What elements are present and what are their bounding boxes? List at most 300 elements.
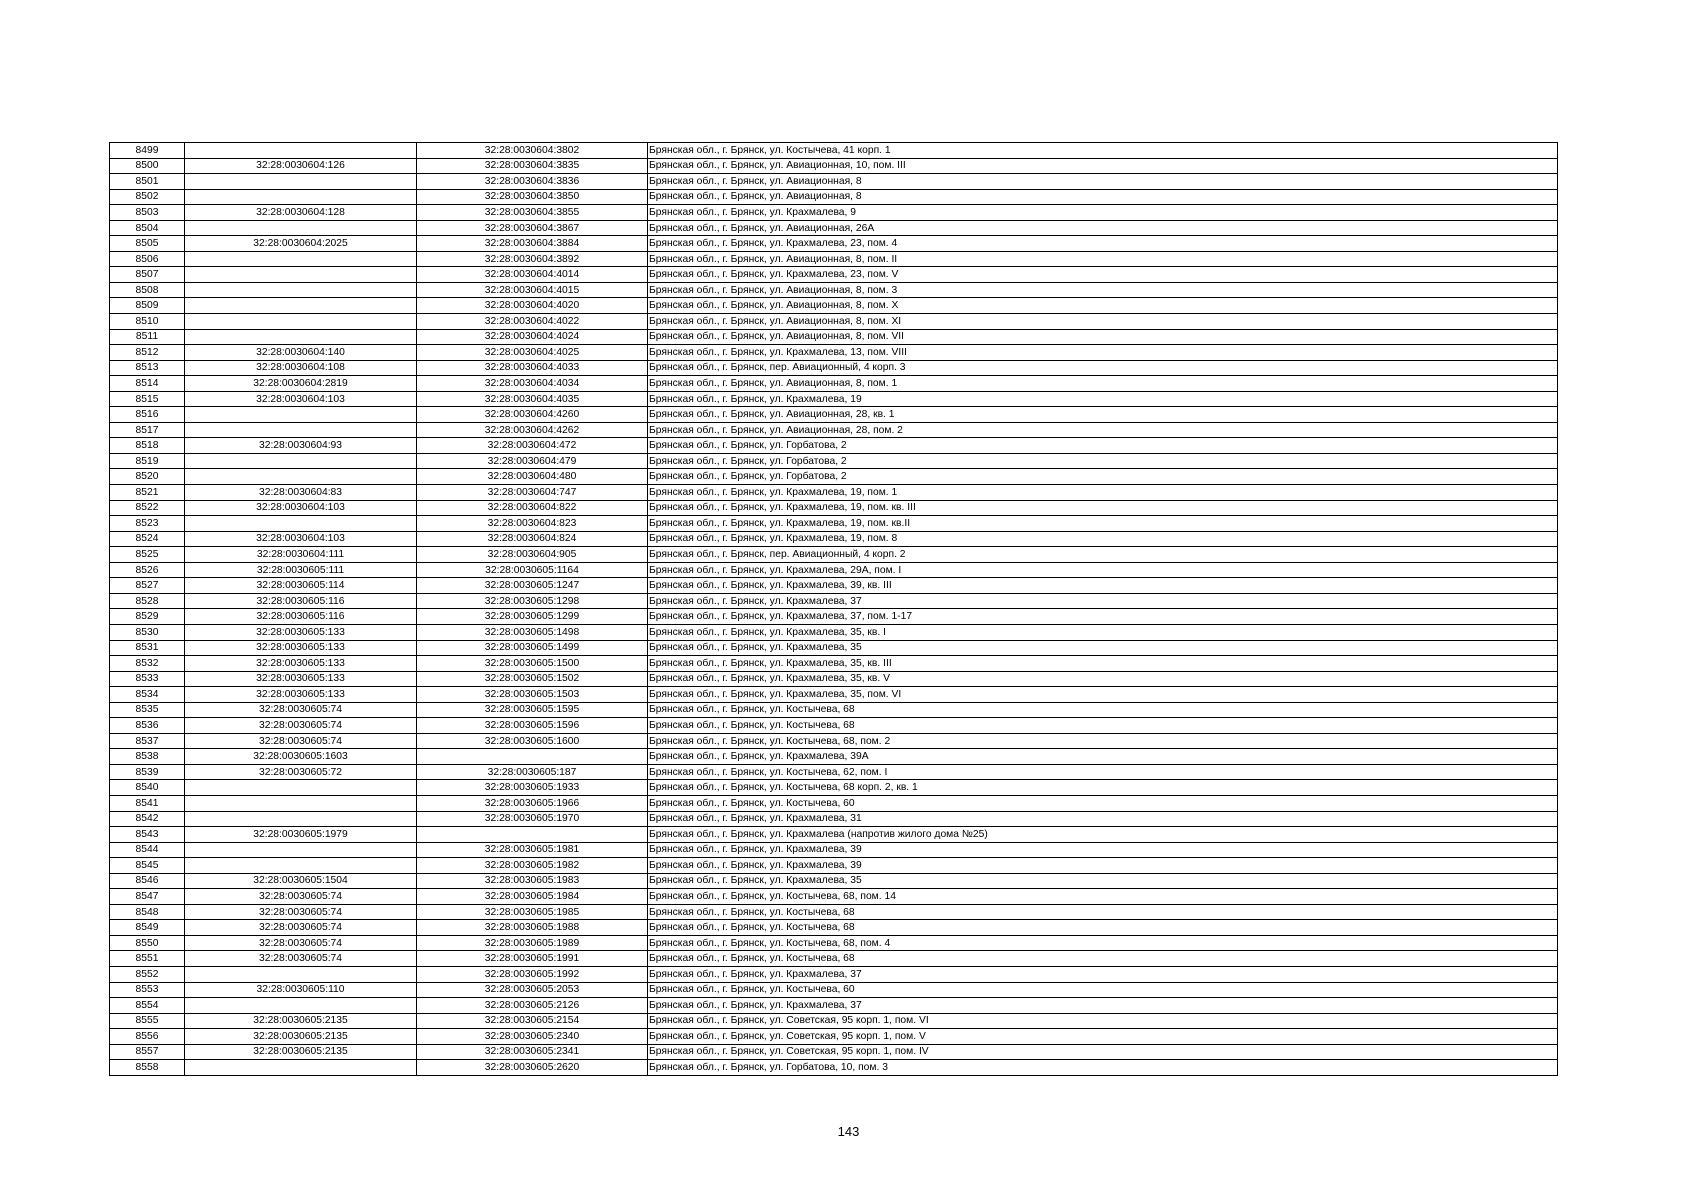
address-cell: Брянская обл., г. Брянск, ул. Авиационная, 8, пом. XI bbox=[648, 314, 1558, 330]
parent-cadastral-number-cell bbox=[185, 329, 417, 345]
address-cell: Брянская обл., г. Брянск, ул. Крахмалева, 23, пом. 4 bbox=[648, 236, 1558, 252]
row-number-cell: 8527 bbox=[110, 578, 185, 594]
address-cell: Брянская обл., г. Брянск, ул. Советская, 95 корп. 1, пом. IV bbox=[648, 1044, 1558, 1060]
address-cell: Брянская обл., г. Брянск, ул. Костычева, 62, пом. I bbox=[648, 764, 1558, 780]
parent-cadastral-number-cell bbox=[185, 422, 417, 438]
property-table-body bbox=[110, 143, 1558, 1076]
cadastral-number-cell: 32:28:0030604:4022 bbox=[417, 314, 648, 330]
cadastral-number-cell: 32:28:0030605:1164 bbox=[417, 562, 648, 578]
address-cell: Брянская обл., г. Брянск, ул. Горбатова, 2 bbox=[648, 453, 1558, 469]
row-number-cell: 8510 bbox=[110, 314, 185, 330]
table-row bbox=[110, 547, 1558, 563]
cadastral-number-cell: 32:28:0030604:4034 bbox=[417, 376, 648, 392]
row-number-cell: 8551 bbox=[110, 951, 185, 967]
address-cell: Брянская обл., г. Брянск, ул. Авиационная, 26А bbox=[648, 220, 1558, 236]
table-row bbox=[110, 438, 1558, 454]
table-row bbox=[110, 873, 1558, 889]
table-row bbox=[110, 267, 1558, 283]
address-cell: Брянская обл., г. Брянск, ул. Костычева, 60 bbox=[648, 795, 1558, 811]
table-row bbox=[110, 500, 1558, 516]
table-row bbox=[110, 671, 1558, 687]
cadastral-number-cell: 32:28:0030604:3884 bbox=[417, 236, 648, 252]
parent-cadastral-number-cell: 32:28:0030604:103 bbox=[185, 391, 417, 407]
table-row bbox=[110, 1044, 1558, 1060]
address-cell: Брянская обл., г. Брянск, ул. Костычева, 41 корп. 1 bbox=[648, 143, 1558, 159]
property-table-container bbox=[109, 142, 1557, 1076]
address-cell: Брянская обл., г. Брянск, ул. Авиационная, 8, пом. VII bbox=[648, 329, 1558, 345]
table-row bbox=[110, 780, 1558, 796]
table-row bbox=[110, 749, 1558, 765]
cadastral-number-cell: 32:28:0030605:1596 bbox=[417, 718, 648, 734]
row-number-cell: 8541 bbox=[110, 795, 185, 811]
table-row bbox=[110, 858, 1558, 874]
parent-cadastral-number-cell bbox=[185, 267, 417, 283]
cadastral-number-cell: 32:28:0030605:2126 bbox=[417, 998, 648, 1014]
table-row bbox=[110, 764, 1558, 780]
parent-cadastral-number-cell bbox=[185, 453, 417, 469]
table-row bbox=[110, 189, 1558, 205]
address-cell: Брянская обл., г. Брянск, ул. Крахмалева, 35 bbox=[648, 873, 1558, 889]
parent-cadastral-number-cell bbox=[185, 795, 417, 811]
table-row bbox=[110, 920, 1558, 936]
parent-cadastral-number-cell: 32:28:0030605:74 bbox=[185, 889, 417, 905]
cadastral-number-cell: 32:28:0030605:2620 bbox=[417, 1060, 648, 1076]
row-number-cell: 8532 bbox=[110, 656, 185, 672]
table-row bbox=[110, 593, 1558, 609]
parent-cadastral-number-cell: 32:28:0030605:1979 bbox=[185, 827, 417, 843]
parent-cadastral-number-cell: 32:28:0030605:74 bbox=[185, 904, 417, 920]
parent-cadastral-number-cell: 32:28:0030605:2135 bbox=[185, 1013, 417, 1029]
parent-cadastral-number-cell: 32:28:0030604:2025 bbox=[185, 236, 417, 252]
table-row bbox=[110, 453, 1558, 469]
parent-cadastral-number-cell bbox=[185, 220, 417, 236]
parent-cadastral-number-cell: 32:28:0030604:126 bbox=[185, 158, 417, 174]
cadastral-number-cell: 32:28:0030605:1595 bbox=[417, 702, 648, 718]
row-number-cell: 8508 bbox=[110, 282, 185, 298]
cadastral-number-cell: 32:28:0030605:1989 bbox=[417, 935, 648, 951]
address-cell: Брянская обл., г. Брянск, ул. Крахмалева, 35, кв. I bbox=[648, 624, 1558, 640]
address-cell: Брянская обл., г. Брянск, ул. Крахмалева, 39, кв. III bbox=[648, 578, 1558, 594]
address-cell: Брянская обл., г. Брянск, ул. Костычева, 68, пом. 14 bbox=[648, 889, 1558, 905]
parent-cadastral-number-cell bbox=[185, 998, 417, 1014]
cadastral-number-cell: 32:28:0030605:1299 bbox=[417, 609, 648, 625]
row-number-cell: 8512 bbox=[110, 345, 185, 361]
cadastral-number-cell: 32:28:0030605:1991 bbox=[417, 951, 648, 967]
row-number-cell: 8536 bbox=[110, 718, 185, 734]
address-cell: Брянская обл., г. Брянск, ул. Крахмалева, 29А, пом. I bbox=[648, 562, 1558, 578]
row-number-cell: 8507 bbox=[110, 267, 185, 283]
parent-cadastral-number-cell: 32:28:0030604:83 bbox=[185, 485, 417, 501]
table-row bbox=[110, 422, 1558, 438]
address-cell: Брянская обл., г. Брянск, ул. Крахмалева, 9 bbox=[648, 205, 1558, 221]
table-row bbox=[110, 562, 1558, 578]
address-cell: Брянская обл., г. Брянск, ул. Крахмалева, 31 bbox=[648, 811, 1558, 827]
address-cell: Брянская обл., г. Брянск, ул. Крахмалева, 37, пом. 1-17 bbox=[648, 609, 1558, 625]
table-row bbox=[110, 282, 1558, 298]
cadastral-number-cell: 32:28:0030604:472 bbox=[417, 438, 648, 454]
cadastral-number-cell: 32:28:0030604:4015 bbox=[417, 282, 648, 298]
parent-cadastral-number-cell: 32:28:0030605:116 bbox=[185, 593, 417, 609]
parent-cadastral-number-cell bbox=[185, 780, 417, 796]
table-row bbox=[110, 360, 1558, 376]
row-number-cell: 8556 bbox=[110, 1029, 185, 1045]
row-number-cell: 8542 bbox=[110, 811, 185, 827]
cadastral-number-cell: 32:28:0030605:1503 bbox=[417, 687, 648, 703]
parent-cadastral-number-cell: 32:28:0030605:1504 bbox=[185, 873, 417, 889]
cadastral-number-cell: 32:28:0030604:4262 bbox=[417, 422, 648, 438]
table-row bbox=[110, 469, 1558, 485]
table-row bbox=[110, 640, 1558, 656]
row-number-cell: 8525 bbox=[110, 547, 185, 563]
parent-cadastral-number-cell: 32:28:0030605:110 bbox=[185, 982, 417, 998]
row-number-cell: 8505 bbox=[110, 236, 185, 252]
row-number-cell: 8547 bbox=[110, 889, 185, 905]
cadastral-number-cell: 32:28:0030605:1298 bbox=[417, 593, 648, 609]
cadastral-number-cell: 32:28:0030604:3850 bbox=[417, 189, 648, 205]
address-cell: Брянская обл., г. Брянск, пер. Авиационный, 4 корп. 2 bbox=[648, 547, 1558, 563]
address-cell: Брянская обл., г. Брянск, ул. Крахмалева, 37 bbox=[648, 998, 1558, 1014]
address-cell: Брянская обл., г. Брянск, ул. Горбатова, 2 bbox=[648, 469, 1558, 485]
cadastral-number-cell: 32:28:0030604:3802 bbox=[417, 143, 648, 159]
address-cell: Брянская обл., г. Брянск, ул. Авиационная, 28, кв. 1 bbox=[648, 407, 1558, 423]
row-number-cell: 8504 bbox=[110, 220, 185, 236]
parent-cadastral-number-cell: 32:28:0030605:74 bbox=[185, 951, 417, 967]
table-row bbox=[110, 1060, 1558, 1076]
row-number-cell: 8511 bbox=[110, 329, 185, 345]
cadastral-number-cell: 32:28:0030605:1983 bbox=[417, 873, 648, 889]
parent-cadastral-number-cell: 32:28:0030605:72 bbox=[185, 764, 417, 780]
address-cell: Брянская обл., г. Брянск, ул. Костычева, 68 bbox=[648, 718, 1558, 734]
parent-cadastral-number-cell: 32:28:0030605:133 bbox=[185, 624, 417, 640]
row-number-cell: 8521 bbox=[110, 485, 185, 501]
row-number-cell: 8548 bbox=[110, 904, 185, 920]
parent-cadastral-number-cell: 32:28:0030605:133 bbox=[185, 687, 417, 703]
parent-cadastral-number-cell: 32:28:0030604:108 bbox=[185, 360, 417, 376]
address-cell: Брянская обл., г. Брянск, ул. Крахмалева, 19, пом. кв. III bbox=[648, 500, 1558, 516]
row-number-cell: 8514 bbox=[110, 376, 185, 392]
row-number-cell: 8503 bbox=[110, 205, 185, 221]
cadastral-number-cell: 32:28:0030604:905 bbox=[417, 547, 648, 563]
parent-cadastral-number-cell bbox=[185, 251, 417, 267]
parent-cadastral-number-cell bbox=[185, 842, 417, 858]
parent-cadastral-number-cell bbox=[185, 174, 417, 190]
row-number-cell: 8500 bbox=[110, 158, 185, 174]
address-cell: Брянская обл., г. Брянск, ул. Крахмалева, 37 bbox=[648, 593, 1558, 609]
cadastral-number-cell: 32:28:0030604:3835 bbox=[417, 158, 648, 174]
address-cell: Брянская обл., г. Брянск, ул. Советская, 95 корп. 1, пом. V bbox=[648, 1029, 1558, 1045]
table-row bbox=[110, 391, 1558, 407]
row-number-cell: 8516 bbox=[110, 407, 185, 423]
row-number-cell: 8531 bbox=[110, 640, 185, 656]
address-cell: Брянская обл., г. Брянск, ул. Авиационная, 8, пом. 1 bbox=[648, 376, 1558, 392]
address-cell: Брянская обл., г. Брянск, ул. Крахмалева, 37 bbox=[648, 966, 1558, 982]
table-row bbox=[110, 687, 1558, 703]
table-row bbox=[110, 998, 1558, 1014]
row-number-cell: 8528 bbox=[110, 593, 185, 609]
row-number-cell: 8518 bbox=[110, 438, 185, 454]
address-cell: Брянская обл., г. Брянск, ул. Авиационная, 8 bbox=[648, 189, 1558, 205]
row-number-cell: 8549 bbox=[110, 920, 185, 936]
row-number-cell: 8502 bbox=[110, 189, 185, 205]
row-number-cell: 8545 bbox=[110, 858, 185, 874]
table-row bbox=[110, 329, 1558, 345]
row-number-cell: 8520 bbox=[110, 469, 185, 485]
parent-cadastral-number-cell: 32:28:0030605:74 bbox=[185, 935, 417, 951]
cadastral-number-cell: 32:28:0030604:4260 bbox=[417, 407, 648, 423]
cadastral-number-cell: 32:28:0030604:3836 bbox=[417, 174, 648, 190]
cadastral-number-cell: 32:28:0030605:2154 bbox=[417, 1013, 648, 1029]
parent-cadastral-number-cell: 32:28:0030605:74 bbox=[185, 733, 417, 749]
cadastral-number-cell: 32:28:0030605:1985 bbox=[417, 904, 648, 920]
address-cell: Брянская обл., г. Брянск, ул. Авиационная, 10, пом. III bbox=[648, 158, 1558, 174]
table-row bbox=[110, 889, 1558, 905]
cadastral-number-cell: 32:28:0030604:4024 bbox=[417, 329, 648, 345]
parent-cadastral-number-cell bbox=[185, 858, 417, 874]
table-row bbox=[110, 982, 1558, 998]
address-cell: Брянская обл., г. Брянск, ул. Авиационная, 8, пом. II bbox=[648, 251, 1558, 267]
cadastral-number-cell: 32:28:0030605:1600 bbox=[417, 733, 648, 749]
cadastral-number-cell: 32:28:0030604:4035 bbox=[417, 391, 648, 407]
row-number-cell: 8534 bbox=[110, 687, 185, 703]
parent-cadastral-number-cell: 32:28:0030604:128 bbox=[185, 205, 417, 221]
cadastral-number-cell: 32:28:0030604:479 bbox=[417, 453, 648, 469]
cadastral-number-cell: 32:28:0030605:2053 bbox=[417, 982, 648, 998]
table-row bbox=[110, 516, 1558, 532]
cadastral-number-cell: 32:28:0030604:822 bbox=[417, 500, 648, 516]
address-cell: Брянская обл., г. Брянск, ул. Крахмалева, 35, пом. VI bbox=[648, 687, 1558, 703]
parent-cadastral-number-cell: 32:28:0030604:140 bbox=[185, 345, 417, 361]
parent-cadastral-number-cell bbox=[185, 314, 417, 330]
cadastral-number-cell bbox=[417, 749, 648, 765]
parent-cadastral-number-cell: 32:28:0030605:116 bbox=[185, 609, 417, 625]
row-number-cell: 8513 bbox=[110, 360, 185, 376]
row-number-cell: 8557 bbox=[110, 1044, 185, 1060]
row-number-cell: 8529 bbox=[110, 609, 185, 625]
address-cell: Брянская обл., г. Брянск, ул. Крахмалева, 35, кв. III bbox=[648, 656, 1558, 672]
row-number-cell: 8540 bbox=[110, 780, 185, 796]
table-row bbox=[110, 298, 1558, 314]
cadastral-number-cell: 32:28:0030605:1500 bbox=[417, 656, 648, 672]
parent-cadastral-number-cell: 32:28:0030605:2135 bbox=[185, 1044, 417, 1060]
table-row bbox=[110, 827, 1558, 843]
cadastral-number-cell: 32:28:0030605:1992 bbox=[417, 966, 648, 982]
parent-cadastral-number-cell: 32:28:0030605:133 bbox=[185, 656, 417, 672]
row-number-cell: 8519 bbox=[110, 453, 185, 469]
property-table bbox=[109, 142, 1558, 1076]
parent-cadastral-number-cell bbox=[185, 811, 417, 827]
address-cell: Брянская обл., г. Брянск, ул. Крахмалева, 39А bbox=[648, 749, 1558, 765]
row-number-cell: 8538 bbox=[110, 749, 185, 765]
parent-cadastral-number-cell: 32:28:0030605:133 bbox=[185, 640, 417, 656]
table-row bbox=[110, 795, 1558, 811]
address-cell: Брянская обл., г. Брянск, ул. Авиационная, 8, пом. 3 bbox=[648, 282, 1558, 298]
address-cell: Брянская обл., г. Брянск, ул. Крахмалева, 19, пом. 1 bbox=[648, 485, 1558, 501]
row-number-cell: 8533 bbox=[110, 671, 185, 687]
address-cell: Брянская обл., г. Брянск, пер. Авиационный, 4 корп. 3 bbox=[648, 360, 1558, 376]
parent-cadastral-number-cell: 32:28:0030605:114 bbox=[185, 578, 417, 594]
cadastral-number-cell: 32:28:0030604:3892 bbox=[417, 251, 648, 267]
parent-cadastral-number-cell: 32:28:0030605:74 bbox=[185, 718, 417, 734]
table-row bbox=[110, 1013, 1558, 1029]
table-row bbox=[110, 904, 1558, 920]
address-cell: Брянская обл., г. Брянск, ул. Крахмалева (напротив жилого дома №25) bbox=[648, 827, 1558, 843]
row-number-cell: 8543 bbox=[110, 827, 185, 843]
cadastral-number-cell: 32:28:0030604:480 bbox=[417, 469, 648, 485]
address-cell: Брянская обл., г. Брянск, ул. Крахмалева, 39 bbox=[648, 842, 1558, 858]
cadastral-number-cell: 32:28:0030605:1502 bbox=[417, 671, 648, 687]
table-row bbox=[110, 842, 1558, 858]
cadastral-number-cell: 32:28:0030605:2340 bbox=[417, 1029, 648, 1045]
address-cell: Брянская обл., г. Брянск, ул. Крахмалева, 19, пом. кв.II bbox=[648, 516, 1558, 532]
table-row bbox=[110, 205, 1558, 221]
address-cell: Брянская обл., г. Брянск, ул. Советская, 95 корп. 1, пом. VI bbox=[648, 1013, 1558, 1029]
table-row bbox=[110, 966, 1558, 982]
table-row bbox=[110, 314, 1558, 330]
row-number-cell: 8499 bbox=[110, 143, 185, 159]
table-row bbox=[110, 158, 1558, 174]
table-row bbox=[110, 220, 1558, 236]
address-cell: Брянская обл., г. Брянск, ул. Костычева, 68 корп. 2, кв. 1 bbox=[648, 780, 1558, 796]
table-row bbox=[110, 236, 1558, 252]
address-cell: Брянская обл., г. Брянск, ул. Горбатова, 10, пом. 3 bbox=[648, 1060, 1558, 1076]
row-number-cell: 8517 bbox=[110, 422, 185, 438]
address-cell: Брянская обл., г. Брянск, ул. Крахмалева, 13, пом. VIII bbox=[648, 345, 1558, 361]
cadastral-number-cell: 32:28:0030605:1933 bbox=[417, 780, 648, 796]
cadastral-number-cell: 32:28:0030604:4014 bbox=[417, 267, 648, 283]
cadastral-number-cell: 32:28:0030605:1982 bbox=[417, 858, 648, 874]
row-number-cell: 8522 bbox=[110, 500, 185, 516]
parent-cadastral-number-cell bbox=[185, 1060, 417, 1076]
cadastral-number-cell: 32:28:0030605:1247 bbox=[417, 578, 648, 594]
parent-cadastral-number-cell: 32:28:0030605:74 bbox=[185, 920, 417, 936]
table-row bbox=[110, 578, 1558, 594]
row-number-cell: 8523 bbox=[110, 516, 185, 532]
parent-cadastral-number-cell: 32:28:0030604:111 bbox=[185, 547, 417, 563]
address-cell: Брянская обл., г. Брянск, ул. Костычева, 68 bbox=[648, 702, 1558, 718]
address-cell: Брянская обл., г. Брянск, ул. Костычева, 68, пом. 4 bbox=[648, 935, 1558, 951]
row-number-cell: 8506 bbox=[110, 251, 185, 267]
address-cell: Брянская обл., г. Брянск, ул. Крахмалева, 19, пом. 8 bbox=[648, 531, 1558, 547]
row-number-cell: 8554 bbox=[110, 998, 185, 1014]
cadastral-number-cell: 32:28:0030604:823 bbox=[417, 516, 648, 532]
parent-cadastral-number-cell: 32:28:0030605:74 bbox=[185, 702, 417, 718]
parent-cadastral-number-cell bbox=[185, 407, 417, 423]
parent-cadastral-number-cell: 32:28:0030604:93 bbox=[185, 438, 417, 454]
row-number-cell: 8555 bbox=[110, 1013, 185, 1029]
address-cell: Брянская обл., г. Брянск, ул. Крахмалева, 35 bbox=[648, 640, 1558, 656]
row-number-cell: 8539 bbox=[110, 764, 185, 780]
row-number-cell: 8537 bbox=[110, 733, 185, 749]
address-cell: Брянская обл., г. Брянск, ул. Крахмалева, 35, кв. V bbox=[648, 671, 1558, 687]
address-cell: Брянская обл., г. Брянск, ул. Крахмалева, 19 bbox=[648, 391, 1558, 407]
table-row bbox=[110, 174, 1558, 190]
parent-cadastral-number-cell: 32:28:0030605:133 bbox=[185, 671, 417, 687]
cadastral-number-cell bbox=[417, 827, 648, 843]
parent-cadastral-number-cell bbox=[185, 143, 417, 159]
table-row bbox=[110, 702, 1558, 718]
address-cell: Брянская обл., г. Брянск, ул. Костычева, 68 bbox=[648, 920, 1558, 936]
address-cell: Брянская обл., г. Брянск, ул. Авиационная, 8, пом. X bbox=[648, 298, 1558, 314]
address-cell: Брянская обл., г. Брянск, ул. Горбатова, 2 bbox=[648, 438, 1558, 454]
parent-cadastral-number-cell: 32:28:0030604:103 bbox=[185, 531, 417, 547]
address-cell: Брянская обл., г. Брянск, ул. Крахмалева, 23, пом. V bbox=[648, 267, 1558, 283]
row-number-cell: 8544 bbox=[110, 842, 185, 858]
cadastral-number-cell: 32:28:0030604:3855 bbox=[417, 205, 648, 221]
table-row bbox=[110, 485, 1558, 501]
parent-cadastral-number-cell bbox=[185, 966, 417, 982]
table-row bbox=[110, 718, 1558, 734]
row-number-cell: 8501 bbox=[110, 174, 185, 190]
table-row bbox=[110, 345, 1558, 361]
parent-cadastral-number-cell: 32:28:0030604:2819 bbox=[185, 376, 417, 392]
cadastral-number-cell: 32:28:0030605:1499 bbox=[417, 640, 648, 656]
address-cell: Брянская обл., г. Брянск, ул. Костычева, 68 bbox=[648, 904, 1558, 920]
table-row bbox=[110, 811, 1558, 827]
table-row bbox=[110, 376, 1558, 392]
parent-cadastral-number-cell bbox=[185, 516, 417, 532]
cadastral-number-cell: 32:28:0030605:1988 bbox=[417, 920, 648, 936]
row-number-cell: 8535 bbox=[110, 702, 185, 718]
table-row bbox=[110, 1029, 1558, 1045]
row-number-cell: 8546 bbox=[110, 873, 185, 889]
parent-cadastral-number-cell bbox=[185, 189, 417, 205]
table-row bbox=[110, 951, 1558, 967]
address-cell: Брянская обл., г. Брянск, ул. Костычева, 68, пом. 2 bbox=[648, 733, 1558, 749]
address-cell: Брянская обл., г. Брянск, ул. Крахмалева, 39 bbox=[648, 858, 1558, 874]
cadastral-number-cell: 32:28:0030605:1970 bbox=[417, 811, 648, 827]
cadastral-number-cell: 32:28:0030605:1981 bbox=[417, 842, 648, 858]
row-number-cell: 8515 bbox=[110, 391, 185, 407]
cadastral-number-cell: 32:28:0030605:1984 bbox=[417, 889, 648, 905]
cadastral-number-cell: 32:28:0030605:1498 bbox=[417, 624, 648, 640]
table-row bbox=[110, 935, 1558, 951]
cadastral-number-cell: 32:28:0030605:2341 bbox=[417, 1044, 648, 1060]
cadastral-number-cell: 32:28:0030604:4033 bbox=[417, 360, 648, 376]
parent-cadastral-number-cell: 32:28:0030605:111 bbox=[185, 562, 417, 578]
address-cell: Брянская обл., г. Брянск, ул. Костычева, 68 bbox=[648, 951, 1558, 967]
cadastral-number-cell: 32:28:0030604:3867 bbox=[417, 220, 648, 236]
address-cell: Брянская обл., г. Брянск, ул. Костычева, 60 bbox=[648, 982, 1558, 998]
row-number-cell: 8558 bbox=[110, 1060, 185, 1076]
parent-cadastral-number-cell: 32:28:0030605:2135 bbox=[185, 1029, 417, 1045]
cadastral-number-cell: 32:28:0030604:4025 bbox=[417, 345, 648, 361]
table-row bbox=[110, 407, 1558, 423]
row-number-cell: 8553 bbox=[110, 982, 185, 998]
cadastral-number-cell: 32:28:0030604:747 bbox=[417, 485, 648, 501]
table-row bbox=[110, 143, 1558, 159]
page-number: 143 bbox=[837, 1124, 860, 1139]
table-row bbox=[110, 251, 1558, 267]
table-row bbox=[110, 656, 1558, 672]
table-row bbox=[110, 531, 1558, 547]
row-number-cell: 8524 bbox=[110, 531, 185, 547]
cadastral-number-cell: 32:28:0030605:187 bbox=[417, 764, 648, 780]
cadastral-number-cell: 32:28:0030605:1966 bbox=[417, 795, 648, 811]
table-row bbox=[110, 609, 1558, 625]
parent-cadastral-number-cell bbox=[185, 282, 417, 298]
table-row bbox=[110, 624, 1558, 640]
row-number-cell: 8509 bbox=[110, 298, 185, 314]
parent-cadastral-number-cell bbox=[185, 469, 417, 485]
row-number-cell: 8552 bbox=[110, 966, 185, 982]
address-cell: Брянская обл., г. Брянск, ул. Авиационная, 28, пом. 2 bbox=[648, 422, 1558, 438]
row-number-cell: 8550 bbox=[110, 935, 185, 951]
address-cell: Брянская обл., г. Брянск, ул. Авиационная, 8 bbox=[648, 174, 1558, 190]
parent-cadastral-number-cell bbox=[185, 298, 417, 314]
row-number-cell: 8530 bbox=[110, 624, 185, 640]
cadastral-number-cell: 32:28:0030604:824 bbox=[417, 531, 648, 547]
cadastral-number-cell: 32:28:0030604:4020 bbox=[417, 298, 648, 314]
